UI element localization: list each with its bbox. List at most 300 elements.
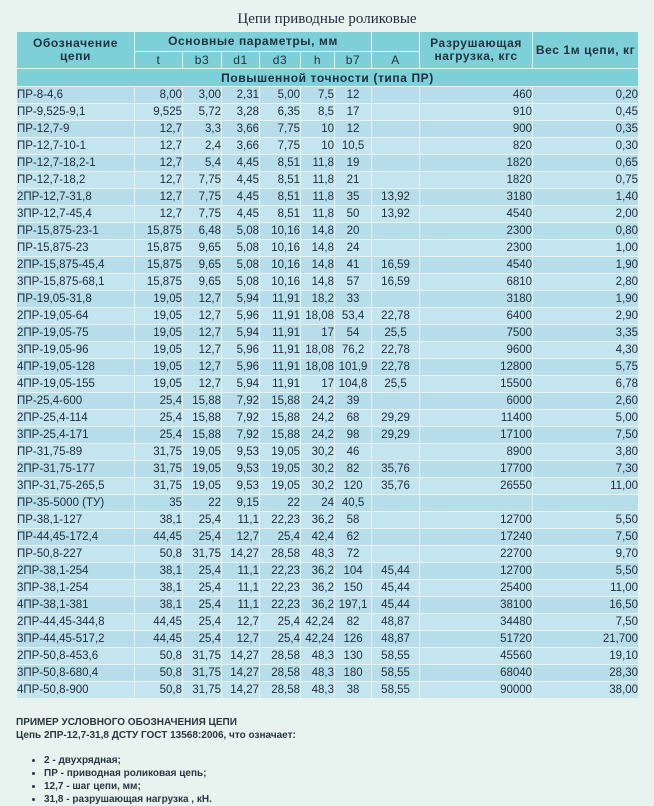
cell-t: 44,45 bbox=[135, 614, 183, 631]
cell-A: 13,92 bbox=[372, 206, 420, 223]
cell-load: 3180 bbox=[420, 291, 533, 308]
cell-b7: 24 bbox=[335, 240, 372, 257]
cell-load: 38100 bbox=[420, 597, 533, 614]
cell-designation: ПР-38,1-127 bbox=[17, 512, 135, 529]
cell-d1: 14,27 bbox=[222, 665, 260, 682]
cell-d3: 7,75 bbox=[260, 121, 301, 138]
cell-A: 29,29 bbox=[372, 427, 420, 444]
cell-h: 18,08 bbox=[301, 308, 335, 325]
cell-b3: 31,75 bbox=[183, 648, 222, 665]
cell-b3: 7,75 bbox=[183, 189, 222, 206]
cell-b3: 31,75 bbox=[183, 682, 222, 699]
cell-load: 900 bbox=[420, 121, 533, 138]
cell-d1: 7,92 bbox=[222, 393, 260, 410]
cell-designation: 4ПР-19,05-155 bbox=[17, 376, 135, 393]
cell-designation: 2ПР-12,7-31,8 bbox=[17, 189, 135, 206]
cell-h: 17 bbox=[301, 376, 335, 393]
cell-d3: 15,88 bbox=[260, 427, 301, 444]
cell-load: 22700 bbox=[420, 546, 533, 563]
cell-b3: 12,7 bbox=[183, 325, 222, 342]
cell-designation: ПР-12,7-18,2 bbox=[17, 172, 135, 189]
cell-b3: 19,05 bbox=[183, 478, 222, 495]
cell-d3: 8,51 bbox=[260, 172, 301, 189]
table-row bbox=[17, 529, 639, 546]
cell-t: 50,8 bbox=[135, 682, 183, 699]
cell-d1: 12,7 bbox=[222, 529, 260, 546]
cell-t: 44,45 bbox=[135, 631, 183, 648]
cell-b3: 7,75 bbox=[183, 206, 222, 223]
cell-t: 12,7 bbox=[135, 172, 183, 189]
cell-h: 30,2 bbox=[301, 444, 335, 461]
cell-A: 45,44 bbox=[372, 563, 420, 580]
cell-d1: 14,27 bbox=[222, 546, 260, 563]
example-heading: ПРИМЕР УСЛОВНОГО ОБОЗНАЧЕНИЯ ЦЕПИ bbox=[16, 717, 237, 728]
cell-t: 19,05 bbox=[135, 325, 183, 342]
cell-b7: 53,4 bbox=[335, 308, 372, 325]
cell-t: 25,4 bbox=[135, 427, 183, 444]
cell-designation: ПР-12,7-18,2-1 bbox=[17, 155, 135, 172]
cell-b3: 12,7 bbox=[183, 376, 222, 393]
cell-h: 11,8 bbox=[301, 172, 335, 189]
cell-load: 2300 bbox=[420, 223, 533, 240]
cell-A: 35,76 bbox=[372, 478, 420, 495]
cell-h: 36,2 bbox=[301, 580, 335, 597]
table-row bbox=[17, 580, 639, 597]
cell-t: 31,75 bbox=[135, 478, 183, 495]
cell-weight: 0,80 bbox=[533, 223, 639, 240]
cell-designation: 2ПР-15,875-45,4 bbox=[17, 257, 135, 274]
cell-designation: 2ПР-38,1-254 bbox=[17, 563, 135, 580]
header-load: Разрушающая нагрузка, кгс bbox=[420, 32, 533, 69]
cell-h: 7,5 bbox=[301, 87, 335, 104]
cell-b7: 68 bbox=[335, 410, 372, 427]
cell-d1: 5,08 bbox=[222, 257, 260, 274]
table-row bbox=[17, 444, 639, 461]
cell-A: 58,55 bbox=[372, 682, 420, 699]
cell-weight: 6,78 bbox=[533, 376, 639, 393]
cell-t: 50,8 bbox=[135, 546, 183, 563]
cell-b3: 5,4 bbox=[183, 155, 222, 172]
page-title: Цепи приводные роликовые bbox=[237, 11, 417, 27]
cell-load: 6810 bbox=[420, 274, 533, 291]
cell-t: 50,8 bbox=[135, 665, 183, 682]
table-row bbox=[17, 665, 639, 682]
cell-designation: ПР-15,875-23 bbox=[17, 240, 135, 257]
cell-h: 18,08 bbox=[301, 342, 335, 359]
cell-h: 10 bbox=[301, 121, 335, 138]
cell-designation: ПР-12,7-9 bbox=[17, 121, 135, 138]
cell-d3: 22,23 bbox=[260, 512, 301, 529]
cell-weight: 7,50 bbox=[533, 614, 639, 631]
cell-A bbox=[372, 172, 420, 189]
table-row bbox=[17, 240, 639, 257]
cell-b7: 57 bbox=[335, 274, 372, 291]
cell-t: 12,7 bbox=[135, 155, 183, 172]
cell-d3: 10,16 bbox=[260, 223, 301, 240]
cell-b7: 72 bbox=[335, 546, 372, 563]
cell-d1: 7,92 bbox=[222, 427, 260, 444]
cell-load: 460 bbox=[420, 87, 533, 104]
table-row bbox=[17, 648, 639, 665]
cell-b3: 19,05 bbox=[183, 461, 222, 478]
cell-weight: 7,50 bbox=[533, 427, 639, 444]
table-row bbox=[17, 104, 639, 121]
cell-t: 8,00 bbox=[135, 87, 183, 104]
cell-b3: 15,88 bbox=[183, 410, 222, 427]
cell-b3: 9,65 bbox=[183, 257, 222, 274]
cell-t: 15,875 bbox=[135, 223, 183, 240]
table-row bbox=[17, 308, 639, 325]
cell-h: 24 bbox=[301, 495, 335, 512]
cell-t: 15,875 bbox=[135, 274, 183, 291]
cell-d3: 15,88 bbox=[260, 410, 301, 427]
cell-weight: 2,80 bbox=[533, 274, 639, 291]
header-col-t: t bbox=[135, 52, 183, 69]
cell-load: 12700 bbox=[420, 563, 533, 580]
cell-designation: ПР-8-4,6 bbox=[17, 87, 135, 104]
cell-load: 6400 bbox=[420, 308, 533, 325]
cell-h: 48,3 bbox=[301, 648, 335, 665]
cell-h: 30,2 bbox=[301, 461, 335, 478]
cell-d1: 9,53 bbox=[222, 478, 260, 495]
cell-d3: 11,91 bbox=[260, 359, 301, 376]
cell-h: 11,8 bbox=[301, 206, 335, 223]
cell-b3: 19,05 bbox=[183, 444, 222, 461]
table-row bbox=[17, 359, 639, 376]
cell-d3: 8,51 bbox=[260, 155, 301, 172]
cell-b3: 3,3 bbox=[183, 121, 222, 138]
cell-weight: 0,35 bbox=[533, 121, 639, 138]
cell-b3: 22 bbox=[183, 495, 222, 512]
cell-t: 19,05 bbox=[135, 291, 183, 308]
cell-h: 42,24 bbox=[301, 631, 335, 648]
cell-b3: 25,4 bbox=[183, 512, 222, 529]
cell-A bbox=[372, 121, 420, 138]
cell-d3: 19,05 bbox=[260, 461, 301, 478]
cell-load: 12700 bbox=[420, 512, 533, 529]
cell-designation: 3ПР-25,4-171 bbox=[17, 427, 135, 444]
cell-d3: 5,00 bbox=[260, 87, 301, 104]
cell-load: 17100 bbox=[420, 427, 533, 444]
cell-A: 29,29 bbox=[372, 410, 420, 427]
cell-d1: 9,53 bbox=[222, 461, 260, 478]
table-row bbox=[17, 376, 639, 393]
cell-A: 58,55 bbox=[372, 648, 420, 665]
cell-A: 22,78 bbox=[372, 308, 420, 325]
cell-t: 9,525 bbox=[135, 104, 183, 121]
table-row bbox=[17, 223, 639, 240]
cell-b3: 25,4 bbox=[183, 529, 222, 546]
cell-weight: 1,00 bbox=[533, 240, 639, 257]
cell-d3: 22,23 bbox=[260, 563, 301, 580]
cell-d1: 4,45 bbox=[222, 189, 260, 206]
cell-designation: 4ПР-19,05-128 bbox=[17, 359, 135, 376]
cell-A bbox=[372, 495, 420, 512]
cell-A: 16,59 bbox=[372, 274, 420, 291]
cell-designation: 2ПР-19,05-75 bbox=[17, 325, 135, 342]
cell-A: 48,87 bbox=[372, 631, 420, 648]
cell-b3: 25,4 bbox=[183, 563, 222, 580]
cell-b7: 46 bbox=[335, 444, 372, 461]
section-title: Повышенной точности (типа ПР) bbox=[17, 69, 639, 87]
header-col-A-spacer bbox=[372, 32, 420, 52]
cell-d1: 11,1 bbox=[222, 597, 260, 614]
cell-h: 48,3 bbox=[301, 665, 335, 682]
cell-designation: 4ПР-50,8-900 bbox=[17, 682, 135, 699]
cell-t: 12,7 bbox=[135, 138, 183, 155]
cell-designation: 3ПР-44,45-517,2 bbox=[17, 631, 135, 648]
cell-d3: 25,4 bbox=[260, 631, 301, 648]
cell-b7: 54 bbox=[335, 325, 372, 342]
cell-d1: 5,96 bbox=[222, 308, 260, 325]
cell-h: 48,3 bbox=[301, 682, 335, 699]
cell-weight: 5,50 bbox=[533, 512, 639, 529]
cell-h: 11,8 bbox=[301, 189, 335, 206]
cell-b7: 12 bbox=[335, 121, 372, 138]
cell-designation: 2ПР-50,8-453,6 bbox=[17, 648, 135, 665]
cell-d3: 11,91 bbox=[260, 342, 301, 359]
cell-t: 19,05 bbox=[135, 376, 183, 393]
cell-d1: 5,08 bbox=[222, 240, 260, 257]
cell-load: 25400 bbox=[420, 580, 533, 597]
table-row bbox=[17, 206, 639, 223]
cell-d1: 3,66 bbox=[222, 121, 260, 138]
cell-b7: 150 bbox=[335, 580, 372, 597]
table-row bbox=[17, 410, 639, 427]
cell-d3: 28,58 bbox=[260, 648, 301, 665]
cell-load: 51720 bbox=[420, 631, 533, 648]
cell-b7: 120 bbox=[335, 478, 372, 495]
cell-load: 45560 bbox=[420, 648, 533, 665]
header-designation: Обозначение цепи bbox=[17, 32, 135, 69]
table-row bbox=[17, 274, 639, 291]
cell-d3: 28,58 bbox=[260, 546, 301, 563]
cell-b3: 25,4 bbox=[183, 597, 222, 614]
cell-designation: ПР-44,45-172,4 bbox=[17, 529, 135, 546]
cell-t: 31,75 bbox=[135, 444, 183, 461]
cell-d1: 5,96 bbox=[222, 342, 260, 359]
table-row bbox=[17, 121, 639, 138]
cell-b7: 10,5 bbox=[335, 138, 372, 155]
cell-d3: 10,16 bbox=[260, 274, 301, 291]
cell-t: 25,4 bbox=[135, 410, 183, 427]
cell-b7: 39 bbox=[335, 393, 372, 410]
cell-t: 38,1 bbox=[135, 580, 183, 597]
table-row bbox=[17, 291, 639, 308]
chains-table bbox=[16, 31, 639, 699]
cell-d3: 8,51 bbox=[260, 189, 301, 206]
cell-b7: 21 bbox=[335, 172, 372, 189]
table-row bbox=[17, 461, 639, 478]
header-weight: Вес 1м цепи, кг bbox=[533, 32, 639, 69]
cell-A: 35,76 bbox=[372, 461, 420, 478]
cell-t: 12,7 bbox=[135, 189, 183, 206]
cell-d1: 5,94 bbox=[222, 291, 260, 308]
cell-d1: 14,27 bbox=[222, 682, 260, 699]
table-row bbox=[17, 155, 639, 172]
cell-h: 14,8 bbox=[301, 223, 335, 240]
cell-weight: 2,00 bbox=[533, 206, 639, 223]
header-col-b7: b7 bbox=[335, 52, 372, 69]
cell-A: 45,44 bbox=[372, 597, 420, 614]
cell-d3: 11,91 bbox=[260, 308, 301, 325]
cell-h: 14,8 bbox=[301, 274, 335, 291]
table-row bbox=[17, 393, 639, 410]
cell-designation: 3ПР-38,1-254 bbox=[17, 580, 135, 597]
cell-load: 17700 bbox=[420, 461, 533, 478]
cell-h: 24,2 bbox=[301, 393, 335, 410]
cell-h: 36,2 bbox=[301, 597, 335, 614]
cell-b7: 40,5 bbox=[335, 495, 372, 512]
cell-t: 38,1 bbox=[135, 597, 183, 614]
cell-d3: 22 bbox=[260, 495, 301, 512]
cell-d3: 10,16 bbox=[260, 240, 301, 257]
cell-A bbox=[372, 546, 420, 563]
cell-b3: 25,4 bbox=[183, 631, 222, 648]
cell-weight: 0,45 bbox=[533, 104, 639, 121]
table-row bbox=[17, 563, 639, 580]
cell-d1: 9,15 bbox=[222, 495, 260, 512]
cell-A bbox=[372, 291, 420, 308]
table-row bbox=[17, 87, 639, 104]
cell-d1: 4,45 bbox=[222, 155, 260, 172]
cell-d3: 15,88 bbox=[260, 393, 301, 410]
example-item: • 2 - двухрядная; bbox=[44, 754, 296, 767]
cell-t: 35 bbox=[135, 495, 183, 512]
cell-d3: 6,35 bbox=[260, 104, 301, 121]
cell-t: 15,875 bbox=[135, 240, 183, 257]
cell-d3: 28,58 bbox=[260, 665, 301, 682]
cell-b7: 58 bbox=[335, 512, 372, 529]
cell-b3: 7,75 bbox=[183, 172, 222, 189]
cell-weight: 3,35 bbox=[533, 325, 639, 342]
cell-A: 16,59 bbox=[372, 257, 420, 274]
cell-weight: 3,80 bbox=[533, 444, 639, 461]
cell-b7: 101,9 bbox=[335, 359, 372, 376]
header-col-d3: d3 bbox=[260, 52, 301, 69]
cell-d3: 19,05 bbox=[260, 444, 301, 461]
cell-weight: 11,00 bbox=[533, 580, 639, 597]
cell-load: 4540 bbox=[420, 257, 533, 274]
cell-designation: ПР-25,4-600 bbox=[17, 393, 135, 410]
cell-b7: 82 bbox=[335, 614, 372, 631]
cell-t: 12,7 bbox=[135, 121, 183, 138]
cell-b7: 180 bbox=[335, 665, 372, 682]
example-block bbox=[16, 716, 296, 806]
cell-weight: 2,90 bbox=[533, 308, 639, 325]
cell-b3: 25,4 bbox=[183, 614, 222, 631]
cell-h: 10 bbox=[301, 138, 335, 155]
cell-b3: 12,7 bbox=[183, 342, 222, 359]
cell-designation: ПР-15,875-23-1 bbox=[17, 223, 135, 240]
cell-h: 36,2 bbox=[301, 563, 335, 580]
cell-load: 910 bbox=[420, 104, 533, 121]
cell-load: 820 bbox=[420, 138, 533, 155]
cell-load: 9600 bbox=[420, 342, 533, 359]
cell-d3: 22,23 bbox=[260, 597, 301, 614]
table-row bbox=[17, 597, 639, 614]
cell-h: 42,24 bbox=[301, 614, 335, 631]
cell-h: 42,4 bbox=[301, 529, 335, 546]
cell-weight: 7,50 bbox=[533, 529, 639, 546]
cell-designation: ПР-12,7-10-1 bbox=[17, 138, 135, 155]
cell-d3: 11,91 bbox=[260, 325, 301, 342]
cell-A: 48,87 bbox=[372, 614, 420, 631]
cell-A bbox=[372, 87, 420, 104]
cell-b7: 35 bbox=[335, 189, 372, 206]
table-row bbox=[17, 138, 639, 155]
header-col-A: A bbox=[372, 52, 420, 69]
cell-weight: 2,60 bbox=[533, 393, 639, 410]
cell-A: 58,55 bbox=[372, 665, 420, 682]
cell-d1: 5,94 bbox=[222, 325, 260, 342]
cell-weight: 28,30 bbox=[533, 665, 639, 682]
cell-b3: 12,7 bbox=[183, 291, 222, 308]
cell-d1: 14,27 bbox=[222, 648, 260, 665]
cell-d3: 25,4 bbox=[260, 529, 301, 546]
cell-d1: 12,7 bbox=[222, 614, 260, 631]
cell-d1: 7,92 bbox=[222, 410, 260, 427]
cell-A bbox=[372, 444, 420, 461]
cell-h: 24,2 bbox=[301, 427, 335, 444]
cell-load: 15500 bbox=[420, 376, 533, 393]
cell-d1: 4,45 bbox=[222, 206, 260, 223]
cell-weight: 0,65 bbox=[533, 155, 639, 172]
cell-h: 18,2 bbox=[301, 291, 335, 308]
cell-load: 68040 bbox=[420, 665, 533, 682]
cell-A bbox=[372, 240, 420, 257]
table-row bbox=[17, 189, 639, 206]
cell-designation: 3ПР-15,875-68,1 bbox=[17, 274, 135, 291]
cell-load: 4540 bbox=[420, 206, 533, 223]
cell-load: 12800 bbox=[420, 359, 533, 376]
cell-weight bbox=[533, 495, 639, 512]
cell-d1: 3,28 bbox=[222, 104, 260, 121]
cell-b7: 50 bbox=[335, 206, 372, 223]
cell-h: 14,8 bbox=[301, 240, 335, 257]
cell-d3: 19,05 bbox=[260, 478, 301, 495]
cell-d1: 3,66 bbox=[222, 138, 260, 155]
cell-b3: 9,65 bbox=[183, 240, 222, 257]
cell-h: 8,5 bbox=[301, 104, 335, 121]
cell-d3: 25,4 bbox=[260, 614, 301, 631]
cell-designation: ПР-50,8-227 bbox=[17, 546, 135, 563]
cell-h: 30,2 bbox=[301, 478, 335, 495]
cell-A bbox=[372, 529, 420, 546]
cell-b7: 41 bbox=[335, 257, 372, 274]
cell-t: 15,875 bbox=[135, 257, 183, 274]
cell-A: 22,78 bbox=[372, 342, 420, 359]
cell-d3: 10,16 bbox=[260, 257, 301, 274]
cell-weight: 1,40 bbox=[533, 189, 639, 206]
cell-b7: 38 bbox=[335, 682, 372, 699]
cell-d3: 22,23 bbox=[260, 580, 301, 597]
cell-A: 45,44 bbox=[372, 580, 420, 597]
cell-b7: 62 bbox=[335, 529, 372, 546]
cell-weight: 5,00 bbox=[533, 410, 639, 427]
cell-A: 25,5 bbox=[372, 376, 420, 393]
cell-t: 12,7 bbox=[135, 206, 183, 223]
table-row bbox=[17, 427, 639, 444]
cell-A: 13,92 bbox=[372, 189, 420, 206]
cell-t: 19,05 bbox=[135, 308, 183, 325]
table-body bbox=[17, 87, 639, 699]
cell-designation: 4ПР-38,1-381 bbox=[17, 597, 135, 614]
cell-b7: 20 bbox=[335, 223, 372, 240]
cell-b3: 31,75 bbox=[183, 665, 222, 682]
cell-b3: 9,65 bbox=[183, 274, 222, 291]
cell-b3: 3,00 bbox=[183, 87, 222, 104]
